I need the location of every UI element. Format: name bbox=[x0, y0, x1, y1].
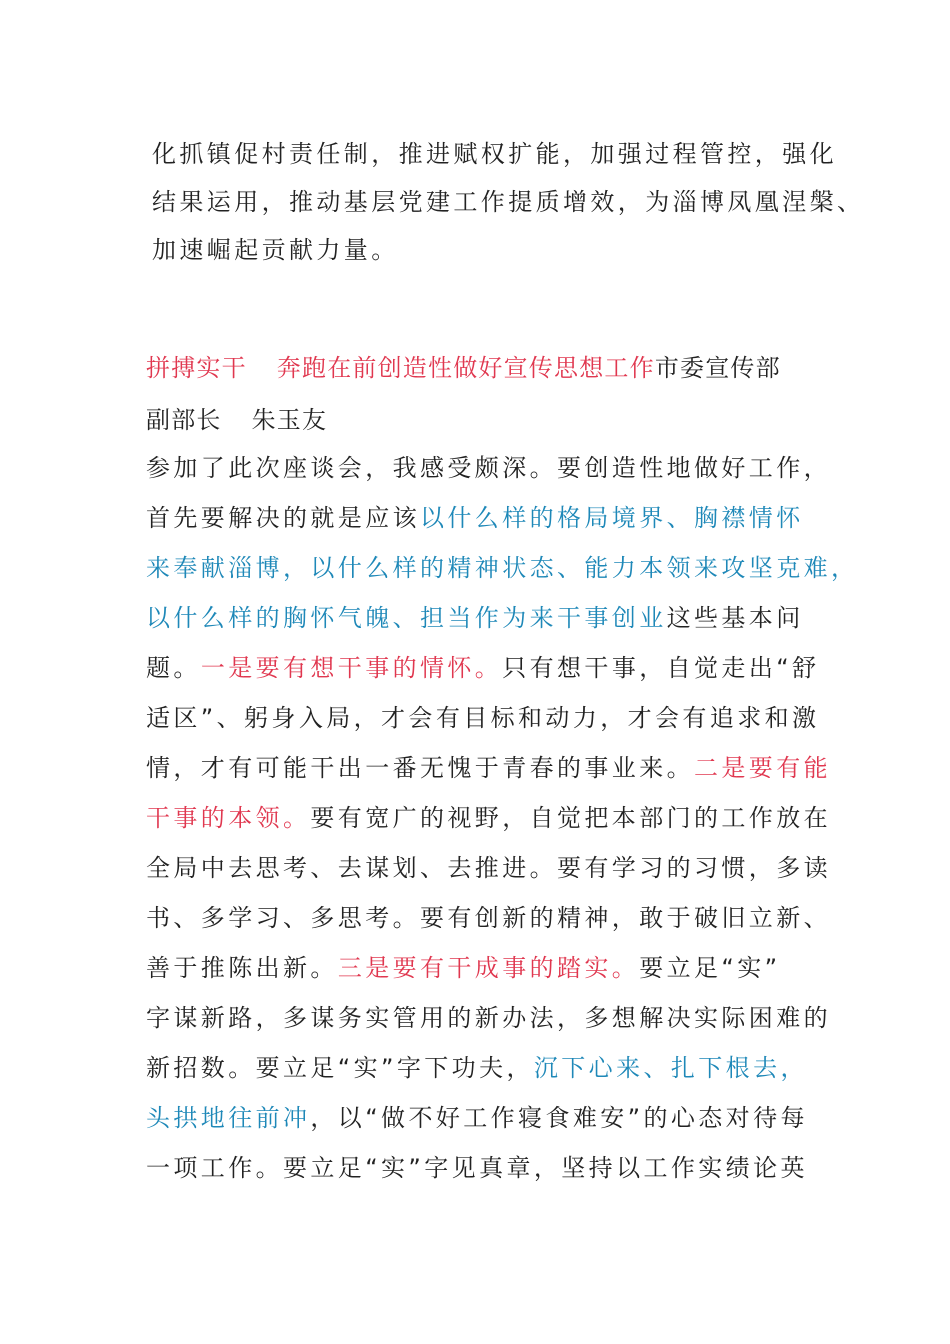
article-title-part1: 拼搏实干 bbox=[146, 354, 247, 382]
body-line-14-text: ，以“做不好工作寝食难安”的心态对待每 bbox=[310, 1104, 808, 1132]
body-line-2 bbox=[146, 502, 816, 534]
body-line-11-text-a: 善于推陈出新。 bbox=[146, 954, 338, 982]
author-name: 朱玉友 bbox=[251, 406, 328, 434]
body-line-14 bbox=[146, 1102, 816, 1134]
body-line-5 bbox=[146, 652, 820, 684]
body-line-13-text: 新招数。要立足“实”字下功夫， bbox=[146, 1054, 534, 1082]
body-line-4 bbox=[146, 602, 816, 634]
body-line-2-highlight: 以什么样的格局境界、胸襟情怀 bbox=[420, 504, 804, 532]
body-line-15: 一项工作。要立足“实”字见真章，坚持以工作实绩论英 bbox=[146, 1154, 808, 1182]
body-line-8 bbox=[146, 802, 832, 834]
body-line-5-text-b: 只有想干事，自觉走出“舒 bbox=[502, 654, 820, 682]
body-line-5-highlight: 一是要有想干事的情怀。 bbox=[200, 654, 503, 682]
body-line-1: 参加了此次座谈会，我感受颇深。要创造性地做好工作， bbox=[146, 454, 831, 482]
body-line-8-highlight: 干事的本领。 bbox=[146, 804, 311, 832]
body-line-6: 适区”、躬身入局，才会有目标和动力，才会有追求和激 bbox=[146, 704, 820, 732]
intro-line-1: 化抓镇促村责任制，推进赋权扩能，加强过程管控，强化 bbox=[152, 140, 837, 168]
body-line-11 bbox=[146, 952, 816, 984]
body-line-7 bbox=[146, 752, 831, 784]
body-line-8-text: 要有宽广的视野，自觉把本部门的工作放在 bbox=[310, 804, 832, 832]
body-line-10: 书、多学习、多思考。要有创新的精神，敢于破旧立新、 bbox=[146, 904, 831, 932]
body-line-12: 字谋新路，多谋务实管用的新办法，多想解决实际困难的 bbox=[146, 1004, 831, 1032]
intro-line-3: 加速崛起贡献力量。 bbox=[152, 236, 399, 264]
body-line-11-highlight: 三是要有干成事的踏实。 bbox=[337, 954, 640, 982]
body-line-5-text-a: 题。 bbox=[146, 654, 201, 682]
body-line-3: 来奉献淄博，以什么样的精神状态、能力本领来攻坚克难， bbox=[146, 554, 859, 582]
body-line-7-text: 情，才有可能干出一番无愧于青春的事业来。 bbox=[146, 754, 694, 782]
body-line-4-highlight: 以什么样的胸怀气魄、担当作为来干事创业 bbox=[146, 604, 667, 632]
body-line-7-highlight: 二是要有能 bbox=[694, 754, 831, 782]
author-dept: 市委宣传部 bbox=[654, 354, 781, 382]
body-line-2-text: 首先要解决的就是应该 bbox=[146, 504, 420, 532]
article-heading bbox=[146, 352, 816, 384]
body-line-13-highlight: 沉下心来、扎下根去， bbox=[533, 1054, 808, 1082]
body-line-4-text: 这些基本问 bbox=[666, 604, 804, 632]
author-line bbox=[146, 404, 816, 436]
body-line-14-highlight: 头拱地往前冲 bbox=[146, 1104, 311, 1132]
intro-line-2: 结果运用，推动基层党建工作提质增效，为淄博凤凰涅槃、 bbox=[152, 188, 865, 216]
body-line-9: 全局中去思考、去谋划、去推进。要有学习的习惯，多读 bbox=[146, 854, 831, 882]
article-title-part2: 奔跑在前创造性做好宣传思想工作 bbox=[276, 354, 655, 382]
body-line-13 bbox=[146, 1052, 816, 1084]
body-line-11-text-b: 要立足“实” bbox=[639, 954, 781, 982]
author-title: 副部长 bbox=[146, 406, 222, 434]
